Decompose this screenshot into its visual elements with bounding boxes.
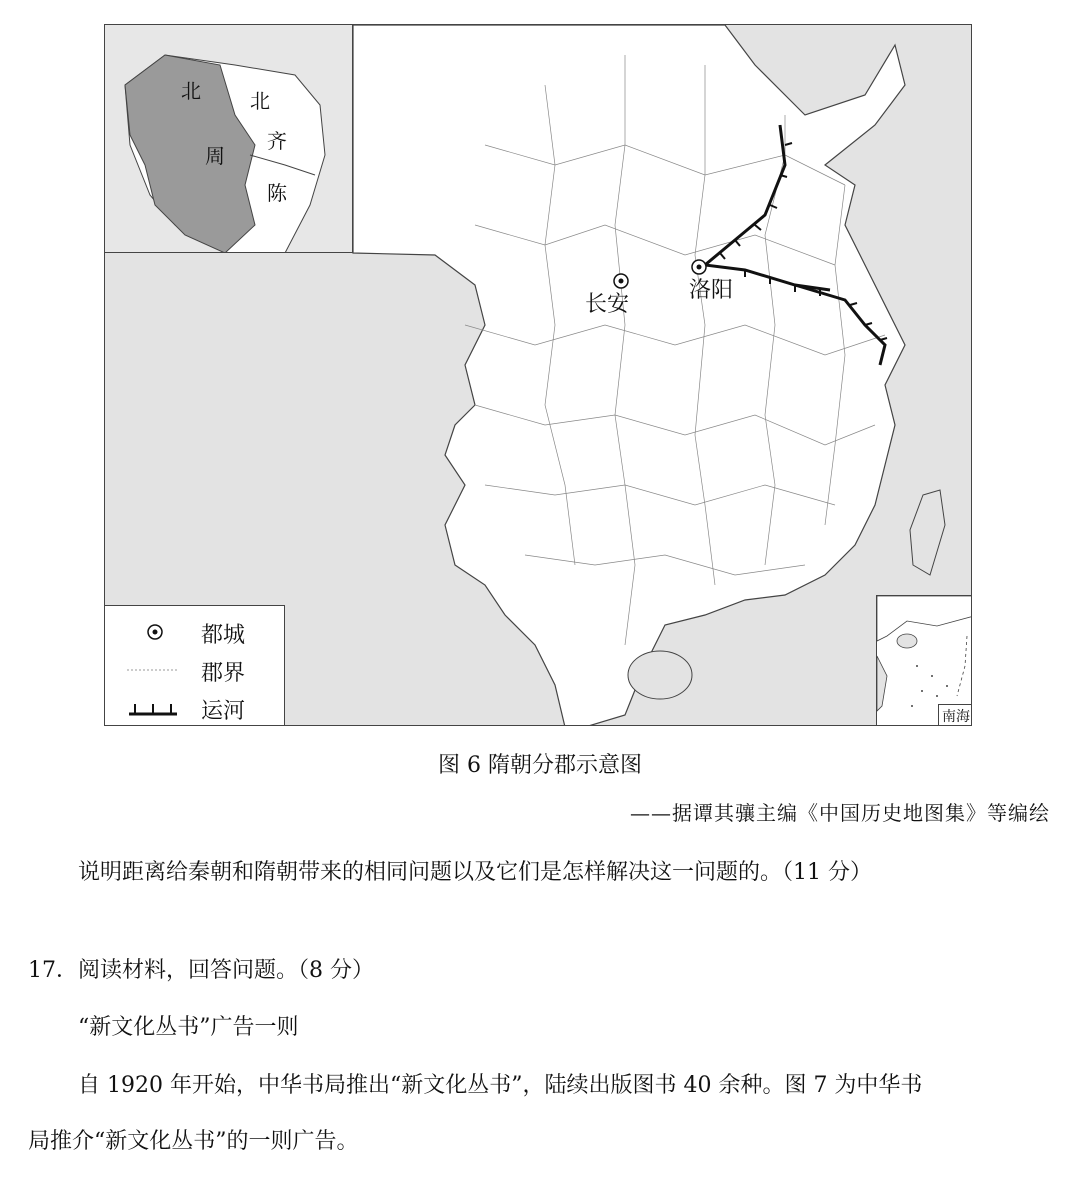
question17-para-line1: 自 1920 年开始，中华书局推出“新文化丛书”，陆续出版图书 40 余种。图 7 为中华书 <box>78 1073 923 1098</box>
figure-source: ——据谭其骧主编《中国历史地图集》等编绘 <box>630 801 1050 825</box>
legend-boundary-text: 郡界 <box>201 661 246 686</box>
south-sea-label: 南海 <box>938 704 972 726</box>
sui-dynasty-map <box>104 24 972 726</box>
capital-symbol-icon <box>135 614 195 650</box>
inset-bei-label: 北 <box>181 79 201 103</box>
figure-caption: 图 6 隋朝分郡示意图 <box>438 753 642 778</box>
legend-capital-text: 都城 <box>201 623 246 648</box>
boundary-symbol-icon <box>127 652 187 688</box>
mainland-shape <box>353 25 905 726</box>
luoyang-marker <box>692 260 706 274</box>
hainan-island <box>628 651 692 699</box>
question17-para-line2: 局推介“新文化丛书”的一则广告。 <box>28 1129 359 1154</box>
legend-capital <box>105 614 285 650</box>
inset-qi-label: 齐 <box>267 129 287 153</box>
inset-chen-label: 陈 <box>267 181 287 205</box>
inset-bei2-label: 北 <box>250 89 270 113</box>
question16-text: 说明距离给秦朝和隋朝带来的相同问题以及它们是怎样解决这一问题的。（11 分） <box>78 860 872 885</box>
inset-zhou-label: 周 <box>205 144 225 168</box>
legend-canal-text: 运河 <box>201 699 246 724</box>
canal-symbol-icon <box>127 690 187 726</box>
three-states-inset <box>105 25 353 253</box>
taiwan-island <box>910 490 945 575</box>
south-sea-inset <box>876 595 972 726</box>
question17-heading: 17．阅读材料，回答问题。（8 分） <box>28 958 374 983</box>
map-legend <box>105 605 285 726</box>
luoyang-label: 洛阳 <box>689 278 734 303</box>
legend-boundary <box>105 652 285 688</box>
question17-subtitle: “新文化丛书”广告一则 <box>78 1015 299 1040</box>
legend-canal <box>105 690 285 726</box>
changan-label: 长安 <box>585 292 630 317</box>
three-states-drawing <box>105 25 353 253</box>
changan-marker <box>614 274 628 288</box>
